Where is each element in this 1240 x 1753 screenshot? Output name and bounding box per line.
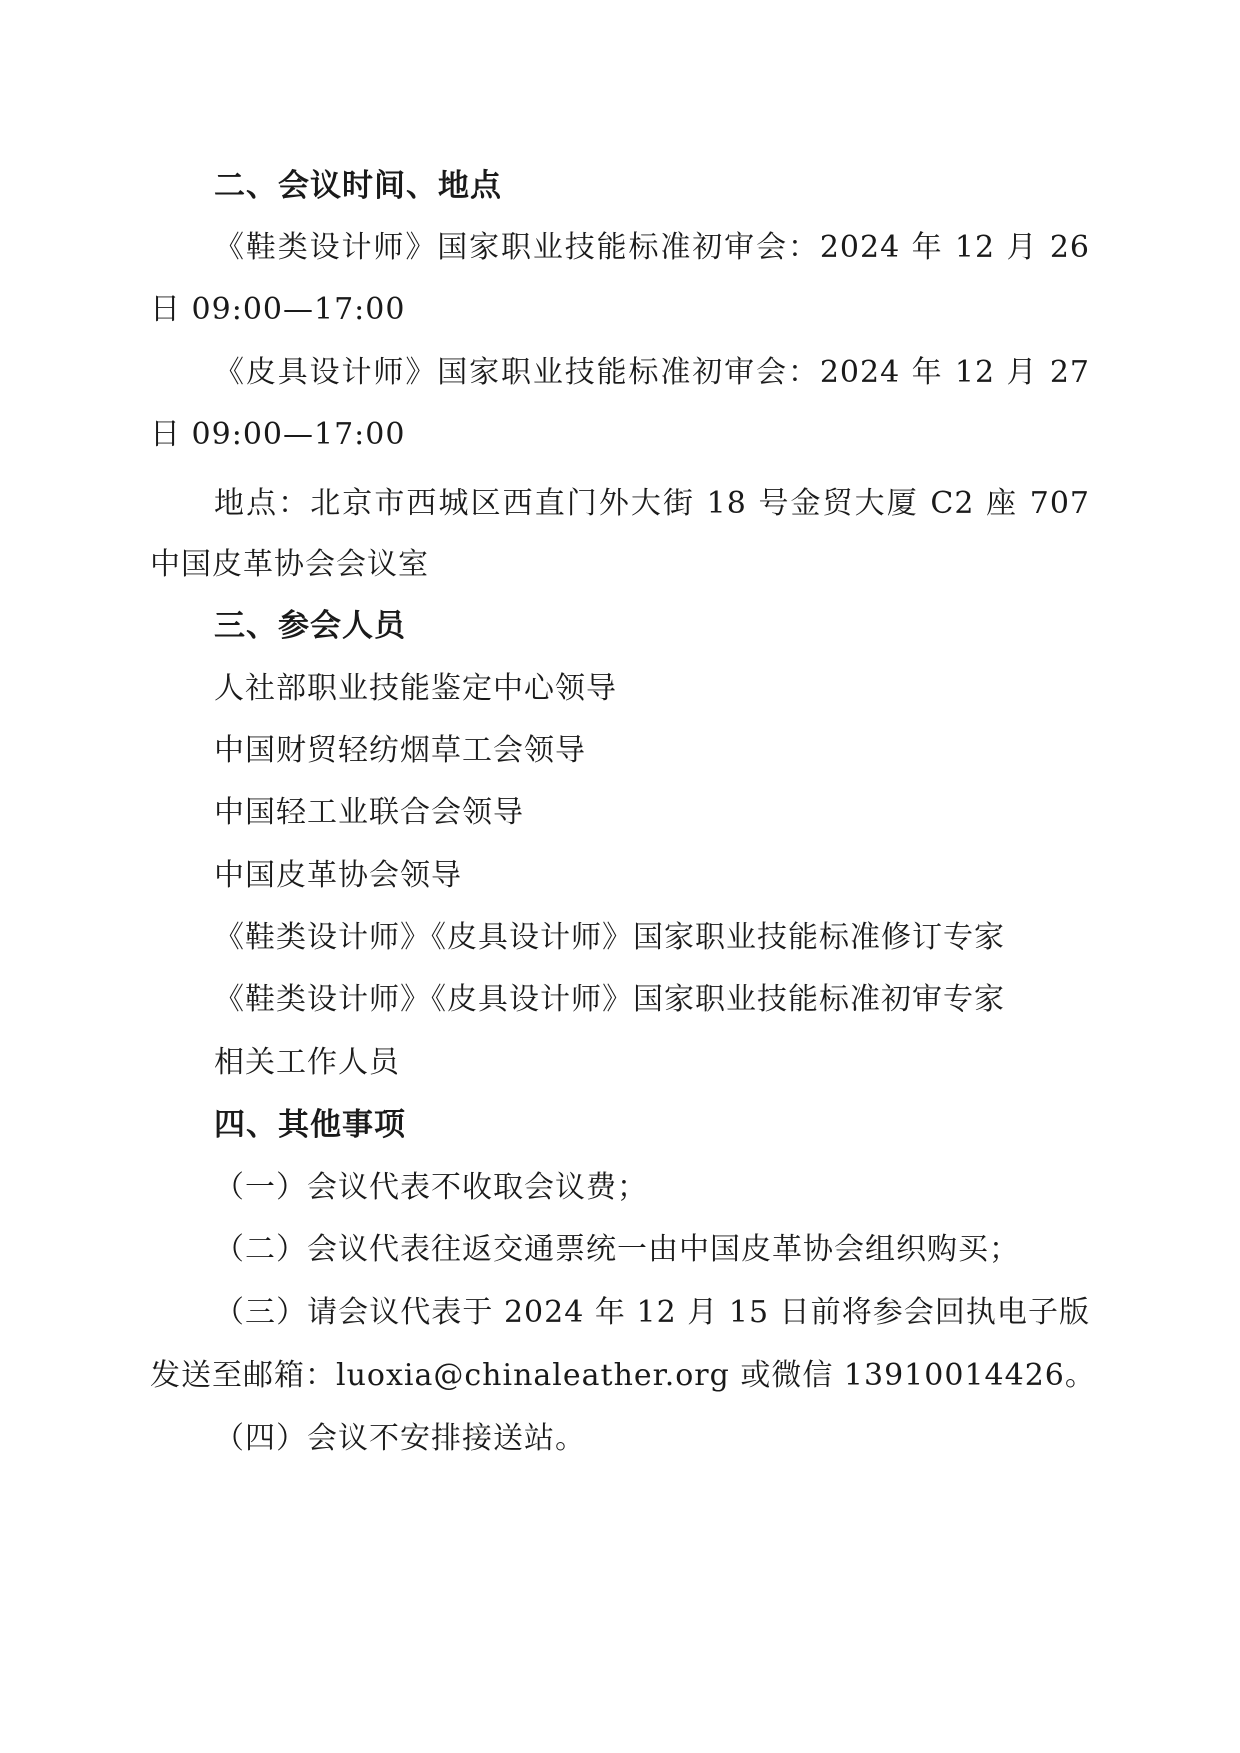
leather-review-schedule-line2: 日 09:00—17:00 (150, 417, 406, 452)
other-item-3-line2: 发送至邮箱：luoxia@chinaleather.org 或微信 13910014426。 (150, 1358, 1096, 1393)
other-item-2: （二）会议代表往返交通票统一由中国皮革协会组织购买； (214, 1232, 1020, 1267)
attendee-item: 相关工作人员 (214, 1045, 400, 1080)
section-heading-time-place: 二、会议时间、地点 (214, 168, 502, 204)
leather-review-schedule-line1: 《皮具设计师》国家职业技能标准初审会：2024 年 12 月 27 (214, 355, 1090, 390)
attendee-item: 《鞋类设计师》《皮具设计师》国家职业技能标准修订专家 (214, 920, 1005, 955)
attendee-item: 中国皮革协会领导 (214, 858, 462, 893)
shoe-review-schedule-line1: 《鞋类设计师》国家职业技能标准初审会：2024 年 12 月 26 (214, 230, 1090, 265)
section-heading-attendees: 三、参会人员 (214, 608, 406, 644)
location-line2: 中国皮革协会会议室 (150, 547, 429, 582)
location-line1: 地点：北京市西城区西直门外大街 18 号金贸大厦 C2 座 707 (214, 486, 1090, 521)
other-item-4: （四）会议不安排接送站。 (214, 1421, 586, 1456)
attendee-item: 《鞋类设计师》《皮具设计师》国家职业技能标准初审专家 (214, 982, 1005, 1017)
attendee-item: 中国财贸轻纺烟草工会领导 (214, 733, 586, 768)
shoe-review-schedule-line2: 日 09:00—17:00 (150, 292, 406, 327)
section-heading-other: 四、其他事项 (214, 1107, 406, 1143)
attendee-item: 中国轻工业联合会领导 (214, 795, 524, 830)
attendee-item: 人社部职业技能鉴定中心领导 (214, 671, 617, 706)
other-item-1: （一）会议代表不收取会议费； (214, 1170, 648, 1205)
other-item-3-line1: （三）请会议代表于 2024 年 12 月 15 日前将参会回执电子版 (214, 1295, 1090, 1330)
